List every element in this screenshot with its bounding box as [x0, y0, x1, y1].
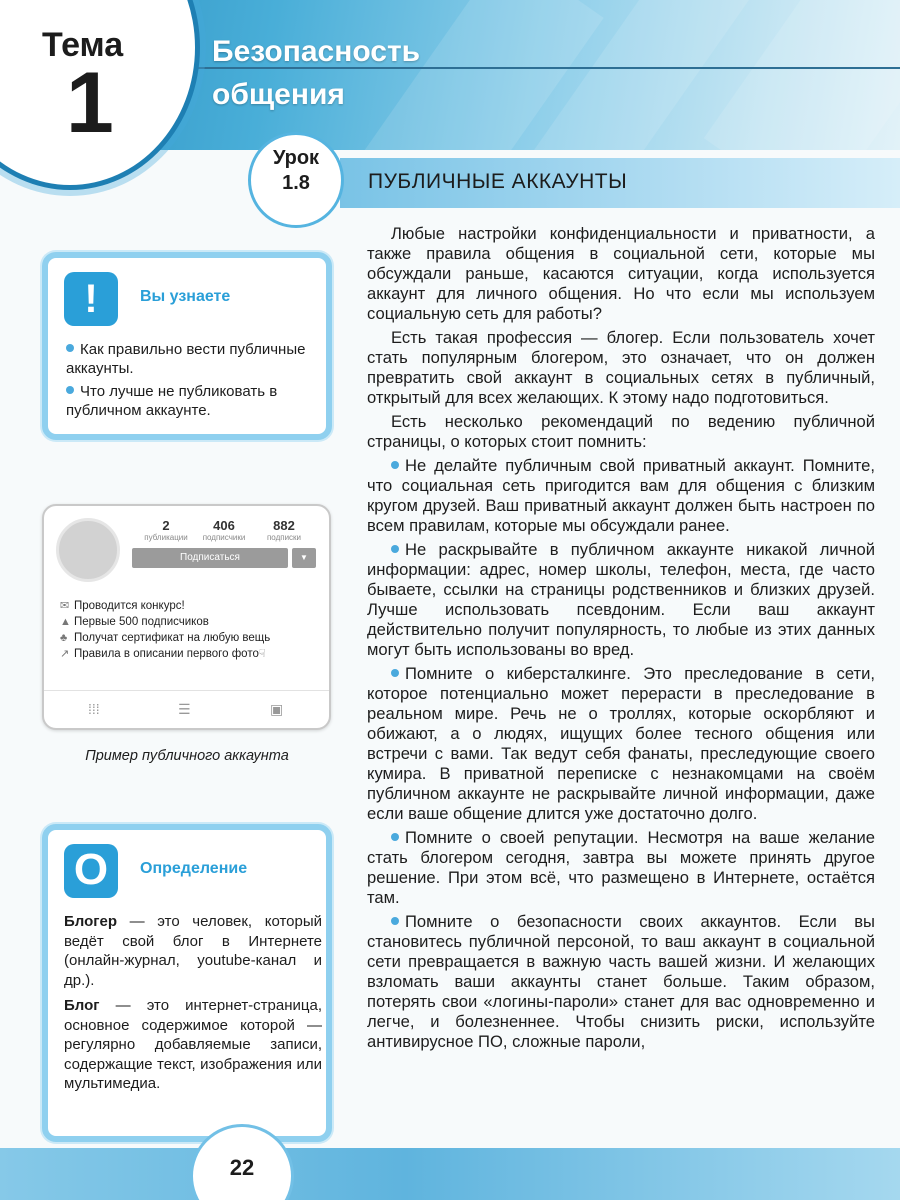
learn-list — [66, 340, 321, 424]
learn-box — [42, 252, 332, 440]
bullet-paragraph — [367, 664, 875, 824]
bullet-icon — [391, 545, 399, 553]
top-icon: ▲ — [60, 616, 71, 628]
paragraph: Есть несколько рекомендаций по ведению публичной страницы, о которых стоит помнить: — [367, 412, 875, 451]
bullet-icon — [391, 833, 399, 841]
theme-number: 1 — [66, 55, 114, 151]
bullet-icon — [391, 669, 399, 677]
main-text — [367, 224, 875, 1056]
bullet-paragraph — [367, 912, 875, 1052]
bio-line — [60, 646, 273, 662]
definition-paragraph — [64, 912, 322, 990]
header-decoration — [704, 0, 900, 150]
learn-box-title: Вы узнаете — [140, 288, 231, 305]
bio-text: Проводится конкурс! — [74, 600, 185, 612]
definition-paragraph — [64, 996, 322, 1094]
exclamation-icon: ! — [64, 272, 118, 326]
topic-title — [212, 30, 420, 116]
bullet-paragraph — [367, 540, 875, 660]
stat-following — [254, 518, 314, 542]
definition-box — [42, 824, 332, 1142]
bullet-text: Помните о безопасности своих аккаунтов. Если вы становитесь публичной персоной, то ваш аккаунт в социальной сети превращается в важную часть вашей жизни. И желающих взломать ваши аккаунты станет больше. Таким образом, потерять свои «логины-пароли» станет для вас одновременно и легче, и болезненнее. Чтобы снизить риски, используйте антивирусное ПО, сложные пароли, — [367, 912, 875, 1051]
bio-line — [60, 614, 273, 630]
paragraph: Есть такая профессия — блогер. Если пользователь хочет стать популярным блогером, это означает, что он должен превратить свой аккаунт в социальных сетях в публичный, открытый для всех желающих. К этому надо подготовиться. — [367, 328, 875, 407]
definition-box-title: Определение — [140, 860, 248, 877]
lesson-heading: ПУБЛИЧНЫЕ АККАУНТЫ — [340, 158, 900, 208]
shirt-icon: ♣ — [60, 632, 68, 644]
page-number: 22 — [229, 1155, 255, 1180]
paragraph: Любые настройки конфиденциальности и приватности, а также правила общения в социальной сети, которые мы обсуждали раньше, касаются ситуации, когда используется аккаунт для личного общения. Но что если мы используем социальную сеть для работы? — [367, 224, 875, 323]
stat-posts — [136, 518, 196, 542]
bullet-icon — [391, 461, 399, 469]
bullet-text: Помните о киберсталкинге. Это преследование в сети, которое потенциально может перерасти в преследование в реальном мире. Речь не о троллях, которые оскорбляют и обижают, а о людях, ищущих более тесного общения или встречи с вами. Так ведут себя фанаты, преследующие своего кумира. В приватной переписке с незнакомцами на своём публичном аккаунте не раскрывайте личной информации, даже если ваше общение длится уже достаточно долго. — [367, 664, 875, 823]
theme-label: Тема — [42, 26, 124, 64]
figure-caption: Пример публичного аккаунта — [85, 748, 289, 764]
bio-text: Правила в описании первого фото — [74, 648, 259, 660]
topic-title-line: общения — [212, 78, 345, 111]
bullet-icon — [391, 917, 399, 925]
stat-value: 406 — [213, 518, 235, 533]
stat-label: подписчики — [202, 533, 246, 542]
bio-text: Первые 500 подписчиков — [74, 616, 209, 628]
definition-term: Блогер — [64, 913, 118, 930]
definition-body: — это интернет-страница, основное содержимое которой — регулярно добавляемые записи, содержащие текст, изображения или мультимедиа. — [64, 997, 322, 1092]
lesson-label: Урок — [272, 147, 320, 169]
avatar — [56, 518, 120, 582]
learn-item-text: Как правильно вести публичные аккаунты. — [66, 341, 306, 377]
chart-icon: ↗ — [60, 648, 70, 660]
subscribe-button[interactable]: Подписаться — [132, 548, 288, 568]
list-item — [66, 340, 321, 378]
stat-followers — [194, 518, 254, 542]
bullet-paragraph — [367, 456, 875, 536]
bullet-text: Не раскрывайте в публичном аккаунте никакой личной информации: адрес, номер школы, телефон, места, где часто бываете, ссылки на страницы родственников и близких друзей. Лучше использовать псевдоним. Если ваш аккаунт действительно получит популярность, то любые из этих данных могут быть использованы во вред. — [367, 540, 875, 659]
bio-line — [60, 598, 273, 614]
definition-text — [64, 912, 322, 1100]
topic-title-line: Безопасность — [212, 35, 421, 68]
list-item — [66, 382, 321, 420]
bio-line — [60, 630, 273, 646]
definition-term: Блог — [64, 997, 100, 1014]
lesson-badge — [248, 132, 344, 228]
profile-tab-bar — [44, 690, 329, 728]
definition-body: — это человек, который ведёт свой блог в Интернете (онлайн-журнал, youtube-канал и др.). — [64, 913, 322, 989]
bullet-text: Не делайте публичным свой приватный аккаунт. Помните, что социальная сеть пригодится вам для общения с близким кругом друзей. Ваш приватный аккаунт должен быть настроен по всем правилам, которые мы обсуждали ранее. — [367, 456, 875, 535]
lesson-number: 1.8 — [282, 172, 310, 194]
stat-value: 2 — [162, 518, 170, 533]
gift-icon: ✉ — [60, 600, 70, 612]
letter-o-icon: O — [64, 844, 118, 898]
stat-label: подписки — [266, 533, 302, 542]
list-icon[interactable]: ☰ — [178, 701, 191, 717]
bullet-icon — [66, 386, 74, 394]
chevron-down-icon[interactable]: ▼ — [292, 548, 316, 568]
tagged-photo-icon[interactable]: ▣ — [270, 701, 284, 717]
learn-item-text: Что лучше не публиковать в публичном аккаунте. — [66, 383, 278, 419]
public-account-example — [42, 504, 331, 730]
profile-bio — [60, 598, 273, 662]
stat-value: 882 — [273, 518, 295, 533]
grid-icon[interactable]: ⁞⁞⁞ — [88, 701, 100, 717]
stat-label: публикации — [144, 533, 188, 542]
bullet-text: Помните о своей репутации. Несмотря на ваше желание стать блогером сегодня, завтра вы можете принять другое решение. При этом всё, что размещено в Интернете, остаётся там. — [367, 828, 875, 907]
bullet-icon — [66, 344, 74, 352]
footer-banner — [0, 1148, 900, 1200]
pointing-hand-icon: ☟ — [258, 648, 266, 660]
bullet-paragraph — [367, 828, 875, 908]
bio-text: Получат сертификат на любую вещь — [74, 632, 271, 644]
